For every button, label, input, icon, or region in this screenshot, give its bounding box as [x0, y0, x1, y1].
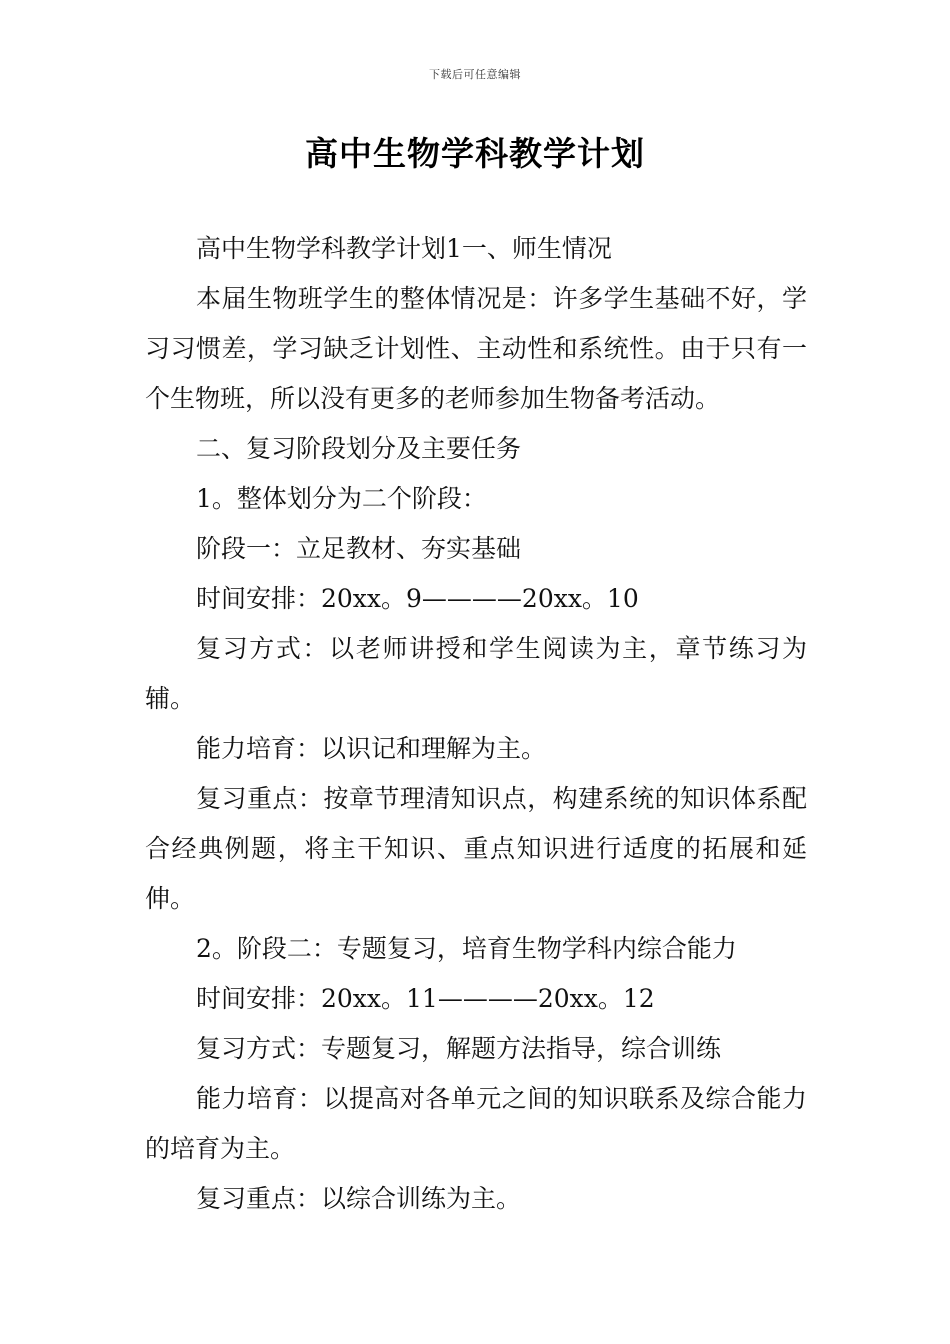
- paragraph-stage-two-focus: 复习重点：以综合训练为主。: [196, 1184, 522, 1213]
- paragraph-stage-two-ability: 能力培育：以提高对各单元之间的知识联系及综合能力的培育为主。: [145, 1084, 807, 1163]
- page-title: 高中生物学科教学计划: [305, 134, 645, 173]
- paragraph-stage-two: 2。阶段二：专题复习，培育生物学科内综合能力: [196, 934, 737, 963]
- paragraph-section-two-heading: 二、复习阶段划分及主要任务: [196, 434, 522, 463]
- paragraph-stage-one-method: 复习方式：以老师讲授和学生阅读为主，章节练习为辅。: [145, 634, 807, 713]
- paragraph-stage-two-schedule: 时间安排：20xx。11————20xx。12: [196, 984, 655, 1013]
- paragraph-stage-one-schedule: 时间安排：20xx。9————20xx。10: [196, 584, 639, 613]
- paragraph-stage-one-focus: 复习重点：按章节理清知识点，构建系统的知识体系配合经典例题，将主干知识、重点知识进行适度的拓展和延伸。: [145, 784, 807, 913]
- document-body: [145, 224, 807, 1224]
- header-note: 下载后可任意编辑: [429, 68, 521, 81]
- paragraph-stage-one-ability: 能力培育：以识记和理解为主。: [196, 734, 547, 763]
- paragraph-stage-two-method: 复习方式：专题复习，解题方法指导，综合训练: [196, 1034, 722, 1063]
- paragraph-student-situation: 本届生物班学生的整体情况是：许多学生基础不好，学习习惯差，学习缺乏计划性、主动性和系统性。由于只有一个生物班，所以没有更多的老师参加生物备考活动。: [145, 284, 807, 413]
- paragraph-stage-division: 1。整体划分为二个阶段：: [196, 484, 487, 513]
- paragraph-intro-heading: 高中生物学科教学计划1一、师生情况: [196, 234, 612, 263]
- paragraph-stage-one: 阶段一：立足教材、夯实基础: [196, 534, 522, 563]
